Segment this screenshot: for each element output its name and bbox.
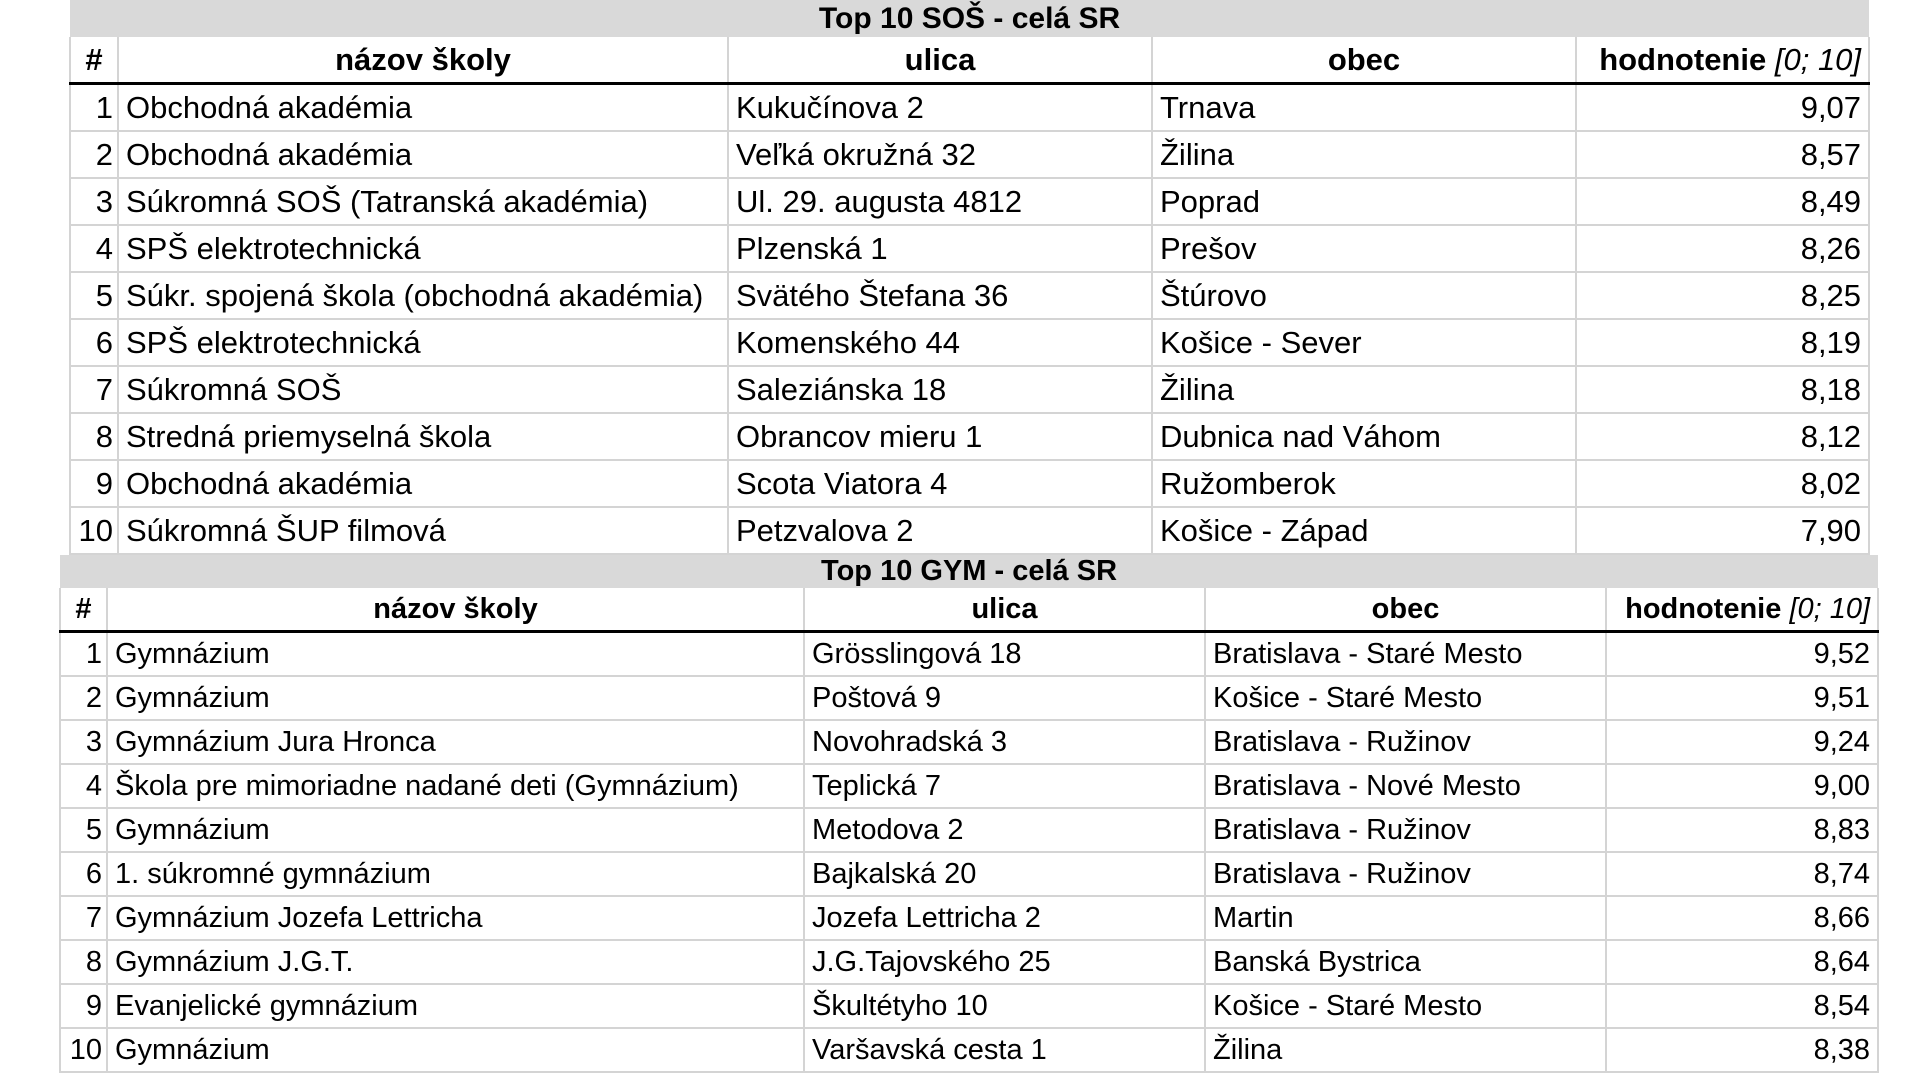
table-row <box>60 808 1878 852</box>
rating-range: [0; 10] <box>1789 592 1871 625</box>
row-index: 4 <box>70 225 118 272</box>
street-cell: Komenského 44 <box>728 319 1152 366</box>
school-name-cell: Obchodná akadémia <box>118 460 728 507</box>
gym-table-title: Top 10 GYM - celá SR <box>60 555 1878 588</box>
school-name-cell: Súkromná ŠUP filmová <box>118 507 728 554</box>
school-name-cell: Gymnázium <box>107 632 804 677</box>
gym-table <box>59 555 1879 1073</box>
table-row <box>60 852 1878 896</box>
rating-cell: 8,49 <box>1576 178 1869 225</box>
street-cell: Scota Viatora 4 <box>728 460 1152 507</box>
city-cell: Bratislava - Nové Mesto <box>1205 764 1606 808</box>
city-cell: Dubnica nad Váhom <box>1152 413 1576 460</box>
row-index: 9 <box>70 460 118 507</box>
school-name-cell: SPŠ elektrotechnická <box>118 225 728 272</box>
school-name-cell: Stredná priemyselná škola <box>118 413 728 460</box>
city-cell: Bratislava - Staré Mesto <box>1205 632 1606 677</box>
sos-table-body <box>70 84 1869 555</box>
table-row <box>60 632 1878 677</box>
rating-cell: 9,07 <box>1576 84 1869 132</box>
rating-range: [0; 10] <box>1774 41 1862 77</box>
street-cell: J.G.Tajovského 25 <box>804 940 1205 984</box>
rating-cell: 7,90 <box>1576 507 1869 554</box>
row-index: 3 <box>60 720 107 764</box>
city-cell: Košice - Západ <box>1152 507 1576 554</box>
rating-cell: 8,25 <box>1576 272 1869 319</box>
street-cell: Svätého Štefana 36 <box>728 272 1152 319</box>
street-cell: Škultétyho 10 <box>804 984 1205 1028</box>
rating-label: hodnotenie <box>1625 592 1782 625</box>
school-name-cell: Obchodná akadémia <box>118 131 728 178</box>
column-header-rating <box>1606 588 1878 632</box>
street-cell: Novohradská 3 <box>804 720 1205 764</box>
sos-table <box>69 0 1870 555</box>
rating-cell: 8,19 <box>1576 319 1869 366</box>
city-cell: Štúrovo <box>1152 272 1576 319</box>
rating-cell: 8,57 <box>1576 131 1869 178</box>
column-header-street: ulica <box>728 37 1152 84</box>
row-index: 6 <box>60 852 107 896</box>
column-header-index: # <box>60 588 107 632</box>
gym-table-body <box>60 632 1878 1073</box>
table-row <box>70 366 1869 413</box>
column-header-index: # <box>70 37 118 84</box>
table-row <box>60 720 1878 764</box>
school-name-cell: Škola pre mimoriadne nadané deti (Gymnázium) <box>107 764 804 808</box>
school-name-cell: 1. súkromné gymnázium <box>107 852 804 896</box>
city-cell: Košice - Staré Mesto <box>1205 984 1606 1028</box>
row-index: 10 <box>70 507 118 554</box>
street-cell: Saleziánska 18 <box>728 366 1152 413</box>
row-index: 7 <box>70 366 118 413</box>
row-index: 1 <box>70 84 118 132</box>
row-index: 10 <box>60 1028 107 1072</box>
street-cell: Ul. 29. augusta 4812 <box>728 178 1152 225</box>
rating-cell: 8,38 <box>1606 1028 1878 1072</box>
table-row <box>60 896 1878 940</box>
city-cell: Košice - Staré Mesto <box>1205 676 1606 720</box>
school-name-cell: Súkromná SOŠ <box>118 366 728 413</box>
rating-cell: 8,26 <box>1576 225 1869 272</box>
row-index: 8 <box>60 940 107 984</box>
table-row <box>70 460 1869 507</box>
city-cell: Košice - Sever <box>1152 319 1576 366</box>
table-row <box>60 764 1878 808</box>
gym-title-row <box>60 555 1878 588</box>
rating-cell: 8,64 <box>1606 940 1878 984</box>
rating-cell: 8,83 <box>1606 808 1878 852</box>
school-name-cell: SPŠ elektrotechnická <box>118 319 728 366</box>
city-cell: Bratislava - Ružinov <box>1205 852 1606 896</box>
column-header-rating <box>1576 37 1869 84</box>
school-name-cell: Obchodná akadémia <box>118 84 728 132</box>
street-cell: Petzvalova 2 <box>728 507 1152 554</box>
city-cell: Ružomberok <box>1152 460 1576 507</box>
rating-cell: 8,54 <box>1606 984 1878 1028</box>
rating-label: hodnotenie <box>1599 41 1767 77</box>
rating-cell: 9,51 <box>1606 676 1878 720</box>
city-cell: Žilina <box>1152 366 1576 413</box>
table-row <box>70 84 1869 132</box>
row-index: 2 <box>60 676 107 720</box>
rating-cell: 9,52 <box>1606 632 1878 677</box>
street-cell: Teplická 7 <box>804 764 1205 808</box>
table-row <box>60 984 1878 1028</box>
school-name-cell: Gymnázium Jura Hronca <box>107 720 804 764</box>
sos-table-title: Top 10 SOŠ - celá SR <box>70 0 1869 37</box>
school-name-cell: Gymnázium J.G.T. <box>107 940 804 984</box>
school-name-cell: Gymnázium <box>107 808 804 852</box>
column-header-city: obec <box>1205 588 1606 632</box>
table-row <box>70 225 1869 272</box>
city-cell: Bratislava - Ružinov <box>1205 808 1606 852</box>
table-row <box>60 940 1878 984</box>
rating-cell: 9,00 <box>1606 764 1878 808</box>
row-index: 5 <box>60 808 107 852</box>
street-cell: Bajkalská 20 <box>804 852 1205 896</box>
table-row <box>70 413 1869 460</box>
row-index: 6 <box>70 319 118 366</box>
gym-header-row <box>60 588 1878 632</box>
street-cell: Metodova 2 <box>804 808 1205 852</box>
city-cell: Banská Bystrica <box>1205 940 1606 984</box>
street-cell: Obrancov mieru 1 <box>728 413 1152 460</box>
school-name-cell: Gymnázium <box>107 1028 804 1072</box>
row-index: 4 <box>60 764 107 808</box>
column-header-school-name: názov školy <box>118 37 728 84</box>
street-cell: Kukučínova 2 <box>728 84 1152 132</box>
city-cell: Bratislava - Ružinov <box>1205 720 1606 764</box>
rating-cell: 9,24 <box>1606 720 1878 764</box>
city-cell: Trnava <box>1152 84 1576 132</box>
row-index: 3 <box>70 178 118 225</box>
school-name-cell: Evanjelické gymnázium <box>107 984 804 1028</box>
city-cell: Poprad <box>1152 178 1576 225</box>
rating-cell: 8,12 <box>1576 413 1869 460</box>
rating-cell: 8,74 <box>1606 852 1878 896</box>
street-cell: Grösslingová 18 <box>804 632 1205 677</box>
rating-cell: 8,18 <box>1576 366 1869 413</box>
street-cell: Jozefa Lettricha 2 <box>804 896 1205 940</box>
table-row <box>60 1028 1878 1072</box>
sos-title-row <box>70 0 1869 37</box>
row-index: 5 <box>70 272 118 319</box>
city-cell: Prešov <box>1152 225 1576 272</box>
row-index: 2 <box>70 131 118 178</box>
school-name-cell: Gymnázium <box>107 676 804 720</box>
street-cell: Poštová 9 <box>804 676 1205 720</box>
street-cell: Plzenská 1 <box>728 225 1152 272</box>
school-name-cell: Súkromná SOŠ (Tatranská akadémia) <box>118 178 728 225</box>
table-row <box>70 272 1869 319</box>
rating-cell: 8,66 <box>1606 896 1878 940</box>
row-index: 1 <box>60 632 107 677</box>
table-row <box>70 319 1869 366</box>
street-cell: Varšavská cesta 1 <box>804 1028 1205 1072</box>
sos-header-row <box>70 37 1869 84</box>
row-index: 7 <box>60 896 107 940</box>
table-row <box>60 676 1878 720</box>
city-cell: Martin <box>1205 896 1606 940</box>
row-index: 8 <box>70 413 118 460</box>
street-cell: Veľká okružná 32 <box>728 131 1152 178</box>
row-index: 9 <box>60 984 107 1028</box>
city-cell: Žilina <box>1205 1028 1606 1072</box>
table-row <box>70 131 1869 178</box>
table-row <box>70 178 1869 225</box>
column-header-street: ulica <box>804 588 1205 632</box>
column-header-city: obec <box>1152 37 1576 84</box>
table-row <box>70 507 1869 554</box>
column-header-school-name: názov školy <box>107 588 804 632</box>
school-name-cell: Súkr. spojená škola (obchodná akadémia) <box>118 272 728 319</box>
school-name-cell: Gymnázium Jozefa Lettricha <box>107 896 804 940</box>
city-cell: Žilina <box>1152 131 1576 178</box>
rating-cell: 8,02 <box>1576 460 1869 507</box>
